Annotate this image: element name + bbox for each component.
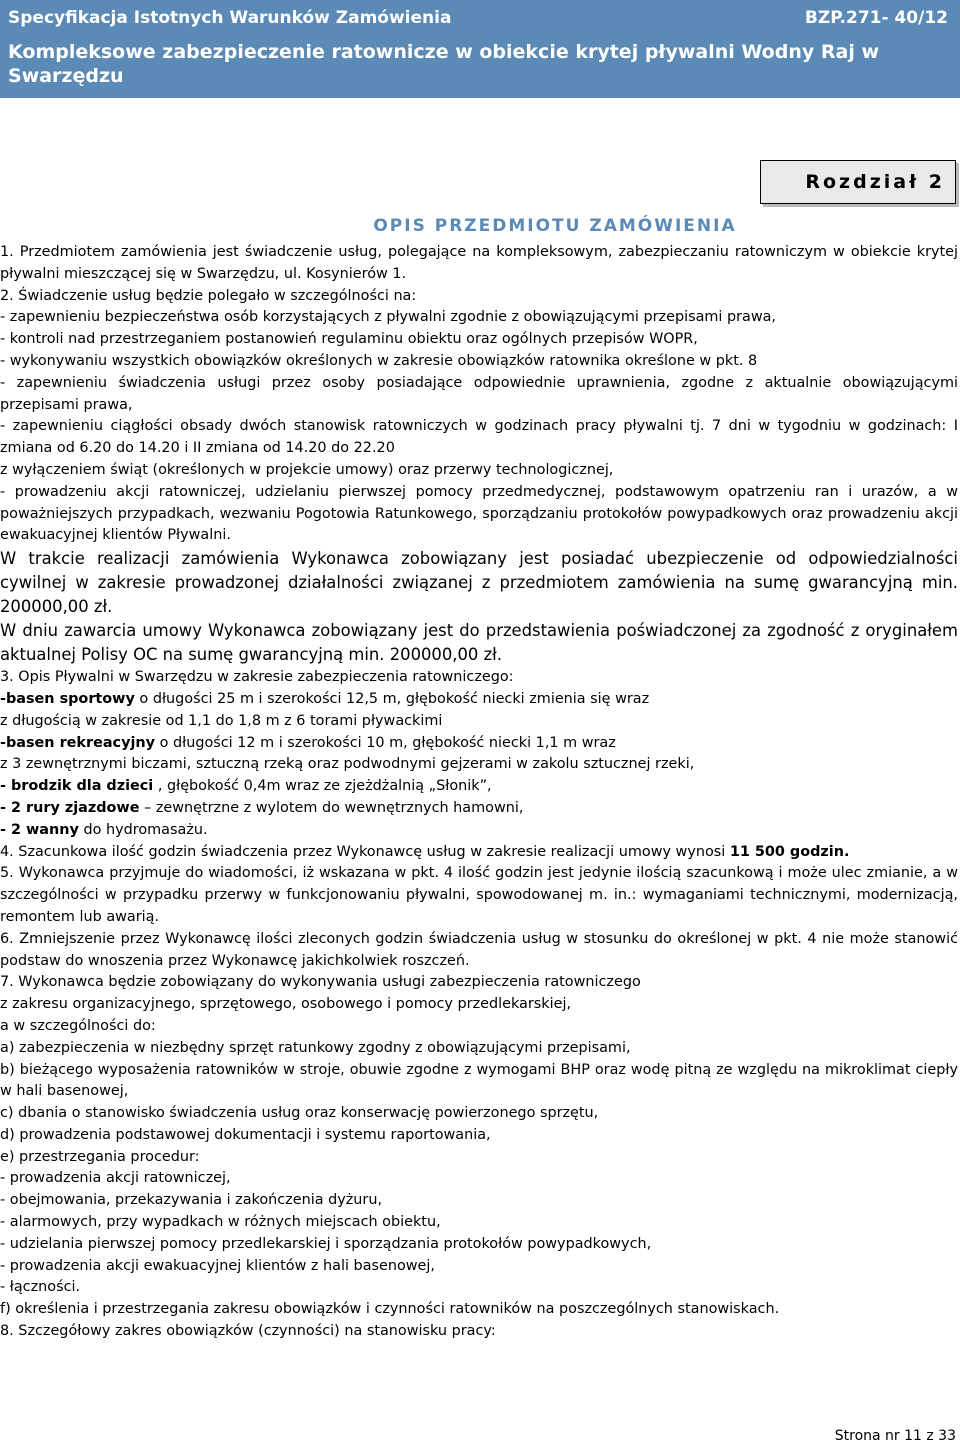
document-header — [0, 0, 960, 98]
paragraph-text: o długości 12 m i szerokości 10 m, głębokość niecki 1,1 m wraz — [155, 734, 616, 751]
paragraph-text: a w szczególności do: — [0, 1017, 156, 1034]
paragraph — [0, 1103, 958, 1125]
paragraph-bold-lead: - 2 rury zjazdowe — [0, 799, 140, 816]
paragraph-text: - zapewnieniu świadczenia usługi przez osoby posiadające odpowiednie uprawnienia, zgodne z aktualnie obowiązującymi przepisami prawa, — [0, 374, 958, 413]
paragraph-text: c) dbania o stanowisko świadczenia usług oraz konserwację powierzonego sprzętu, — [0, 1105, 599, 1122]
paragraph — [0, 1212, 958, 1234]
paragraph-text: - zapewnieniu bezpieczeństwa osób korzystających z pływalni zgodnie z obowiązującymi przepisami prawa, — [0, 309, 777, 326]
paragraph-text: z zakresu organizacyjnego, sprzętowego, osobowego i pomocy przedlekarskiej, — [0, 996, 572, 1013]
paragraph — [0, 460, 958, 482]
paragraph — [0, 1256, 958, 1278]
paragraph — [0, 1125, 958, 1147]
paragraph-text: do hydromasażu. — [78, 821, 208, 838]
paragraph-text: 2. Świadczenie usług będzie polegało w szczególności na: — [0, 287, 417, 304]
paragraph-text: 4. Szacunkowa ilość godzin świadczenia przez Wykonawcę usług w zakresie realizacji umowy wynosi — [0, 843, 730, 860]
paragraph — [0, 1299, 958, 1321]
paragraph — [0, 1277, 958, 1299]
paragraph — [0, 776, 958, 798]
paragraph-text: z wyłączeniem świąt (określonych w projekcie umowy) oraz przerwy technologicznej, — [0, 461, 614, 478]
paragraph — [0, 307, 958, 329]
paragraph-bold-end: 11 500 godzin. — [729, 843, 850, 860]
paragraph-bold-lead: - 2 wanny — [0, 821, 79, 838]
paragraph-bold-lead: - brodzik dla dzieci — [0, 778, 154, 795]
paragraph-text: z 3 zewnętrznymi biczami, sztuczną rzeką oraz podwodnymi gejzerami w zakolu sztucznej rzeki, — [0, 756, 695, 773]
document-title: Specyfikacja Istotnych Warunków Zamówienia — [8, 8, 452, 28]
paragraph — [0, 1321, 958, 1343]
document-body — [0, 242, 958, 1343]
paragraph-text: - łączności. — [0, 1279, 81, 1296]
paragraph-text: - kontroli nad przestrzeganiem postanowień regulaminu obiektu oraz ogólnych przepisów WOPR, — [0, 331, 698, 348]
paragraph — [0, 798, 958, 820]
paragraph-text: d) prowadzenia podstawowej dokumentacji i systemu raportowania, — [0, 1126, 491, 1143]
paragraph — [0, 416, 958, 460]
paragraph — [0, 619, 958, 667]
paragraph — [0, 1038, 958, 1060]
paragraph-text: 3. Opis Pływalni w Swarzędzu w zakresie zabezpieczenia ratowniczego: — [0, 669, 514, 686]
paragraph — [0, 1060, 958, 1104]
paragraph-text: – zewnętrzne z wylotem do wewnętrznych hamowni, — [139, 799, 524, 816]
paragraph — [0, 286, 958, 308]
paragraph — [0, 351, 958, 373]
paragraph-text: f) określenia i przestrzegania zakresu obowiązków i czynności ratowników na poszczególnych stanowiskach. — [0, 1301, 780, 1318]
paragraph — [0, 329, 958, 351]
paragraph — [0, 733, 958, 755]
paragraph — [0, 373, 958, 417]
chapter-box: Rozdział 2 — [760, 160, 956, 204]
paragraph-text: - prowadzeniu akcji ratowniczej, udzielaniu pierwszej pomocy przedmedycznej, podstawowym opatrzeniu ran i urazów, a w poważniejszych przypadkach, wezwaniu Pogotowia Ratunkowego, sporządzaniu protokołów powypadkowych oraz prowadzeniu akcji ewakuacyjnej klientów Pływalni. — [0, 483, 958, 544]
paragraph-text: o długości 25 m i szerokości 12,5 m, głębokość niecki zmienia się wraz — [134, 690, 650, 707]
paragraph-text: W dniu zawarcia umowy Wykonawca zobowiązany jest do przedstawienia poświadczonej za zgodność z oryginałem aktualnej Polisy OC na sumę gwarancyjną min. 200000,00 zł. — [0, 621, 958, 665]
paragraph-text: b) bieżącego wyposażenia ratowników w stroje, obuwie zgodne z wymogami BHP oraz wodę pitną ze względu na mikroklimat ciepły w hali basenowej, — [0, 1061, 958, 1100]
paragraph-bold-lead: -basen sportowy — [0, 690, 135, 707]
paragraph — [0, 1190, 958, 1212]
paragraph-text: 5. Wykonawca przyjmuje do wiadomości, iż wskazana w pkt. 4 ilość godzin jest jedynie ilością szacunkową i może ulec zmianie, a w szczególności w przypadku przerwy w funkcjonowaniu pływalni, spowodowanej m. in.: wymaganiami technicznymi, modernizacją, remontem lub awarią. — [0, 865, 958, 925]
paragraph-text: z długością w zakresie od 1,1 do 1,8 m z 6 torami pływackimi — [0, 712, 443, 729]
paragraph — [0, 689, 958, 711]
paragraph — [0, 667, 958, 689]
paragraph — [0, 994, 958, 1016]
paragraph — [0, 842, 958, 864]
paragraph — [0, 711, 958, 733]
page-number: Strona nr 11 z 33 — [834, 1428, 956, 1444]
paragraph-text: e) przestrzegania procedur: — [0, 1148, 200, 1165]
paragraph — [0, 863, 958, 928]
paragraph-text: - wykonywaniu wszystkich obowiązków określonych w zakresie obowiązków ratownika określone w pkt. 8 — [0, 352, 758, 369]
paragraph — [0, 482, 958, 547]
paragraph-text: W trakcie realizacji zamówienia Wykonawca zobowiązany jest posiadać ubezpieczenie od odpowiedzialności cywilnej w zakresie prowadzonej działalności związanej z przedmiotem zamówienia na sumę gwarancyjną min. 200000,00 zł. — [0, 549, 958, 617]
paragraph — [0, 972, 958, 994]
document-subtitle: Kompleksowe zabezpieczenie ratownicze w obiekcie krytej pływalni Wodny Raj w Swarzędzu — [8, 41, 879, 87]
paragraph-text: 7. Wykonawca będzie zobowiązany do wykonywania usługi zabezpieczenia ratowniczego — [0, 974, 641, 991]
paragraph — [0, 242, 958, 286]
paragraph-text: 6. Zmniejszenie przez Wykonawcę ilości zleconych godzin świadczenia usług w stosunku do określonej w pkt. 4 nie może stanowić podstaw do wnoszenia przez Wykonawcę jakichkolwiek roszczeń. — [0, 930, 958, 969]
paragraph-text: - alarmowych, przy wypadkach w różnych miejscach obiektu, — [0, 1214, 441, 1231]
paragraph — [0, 1147, 958, 1169]
paragraph-text: - obejmowania, przekazywania i zakończenia dyżuru, — [0, 1192, 383, 1209]
paragraph-text: - zapewnieniu ciągłości obsady dwóch stanowisk ratowniczych w godzinach pracy pływalni tj. 7 dni w tygodniu w godzinach: I zmiana od 6.20 do 14.20 i II zmiana od 14.20 do 22.20 — [0, 418, 958, 457]
paragraph-text: , głębokość 0,4m wraz ze zjeżdżalnią „Słonik”, — [153, 778, 492, 795]
paragraph — [0, 1016, 958, 1038]
paragraph-bold-lead: -basen rekreacyjny — [0, 734, 156, 751]
section-heading: OPIS PRZEDMIOTU ZAMÓWIENIA — [373, 216, 737, 236]
paragraph — [0, 754, 958, 776]
paragraph-text: - prowadzenia akcji ratowniczej, — [0, 1170, 231, 1187]
paragraph-text: - udzielania pierwszej pomocy przedlekarskiej i sporządzania protokołów powypadkowych, — [0, 1235, 652, 1252]
paragraph — [0, 1234, 958, 1256]
paragraph — [0, 929, 958, 973]
paragraph — [0, 820, 958, 842]
paragraph-text: 8. Szczegółowy zakres obowiązków (czynności) na stanowisku pracy: — [0, 1323, 496, 1340]
document-code: BZP.271- 40/12 — [804, 8, 948, 28]
paragraph-text: a) zabezpieczenia w niezbędny sprzęt ratunkowy zgodny z obowiązującymi przepisami, — [0, 1039, 631, 1056]
paragraph — [0, 1168, 958, 1190]
paragraph-text: - prowadzenia akcji ewakuacyjnej klientów z hali basenowej, — [0, 1257, 435, 1274]
paragraph-text: 1. Przedmiotem zamówienia jest świadczenie usług, polegające na kompleksowym, zabezpieczaniu ratowniczym w obiekcie krytej pływalni mieszczącej się w Swarzędzu, ul. Kosynierów 1. — [0, 244, 958, 282]
paragraph — [0, 547, 958, 619]
